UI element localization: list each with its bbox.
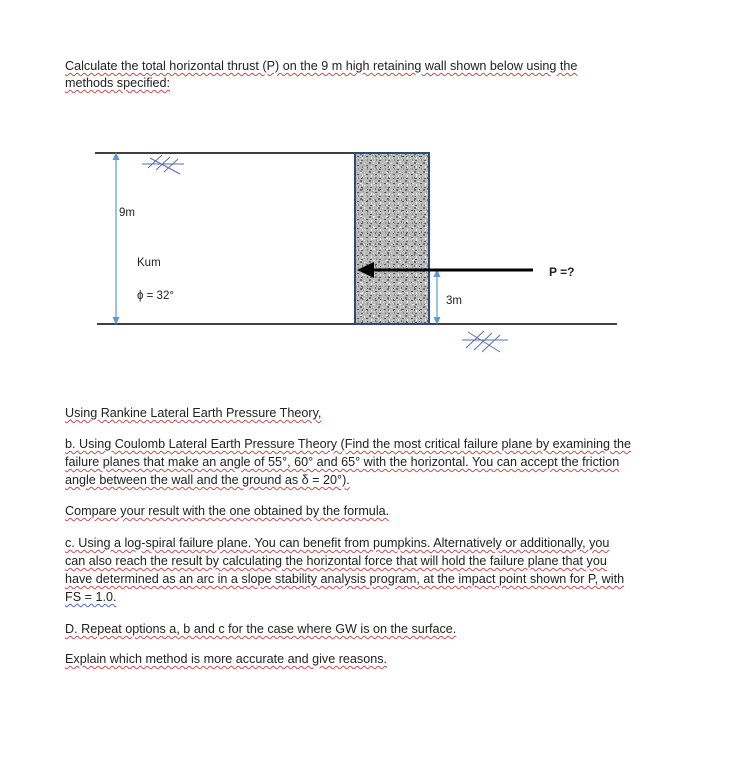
task-c-line-4: FS = 1.0. xyxy=(65,590,117,604)
task-a: Using Rankine Lateral Earth Pressure Theory, xyxy=(65,406,322,420)
force-label: P =? xyxy=(549,265,575,279)
compare-instruction: Compare your result with the one obtained by the formula. xyxy=(65,504,390,518)
question-line-2: methods specified: xyxy=(65,76,171,90)
question-line-1: Calculate the total horizontal thrust (P) on the 9 m high retaining wall shown below using the xyxy=(65,59,578,73)
impact-height-arrow xyxy=(434,269,441,325)
impact-height-label: 3m xyxy=(446,295,462,307)
height-label: 9m xyxy=(119,207,135,219)
height-dimension-arrow xyxy=(113,152,120,325)
soil-label: Kum xyxy=(137,257,161,269)
base-hatch-icon xyxy=(462,331,508,352)
surface-hatch-icon xyxy=(142,155,184,174)
task-c-line-1: c. Using a log-spiral failure plane. You can benefit from pumpkins. Alternatively or additionally, you xyxy=(65,536,610,550)
task-d: D. Repeat options a, b and c for the case where GW is on the surface. xyxy=(65,622,457,636)
task-b-line-1: b. Using Coulomb Lateral Earth Pressure Theory (Find the most critical failure plane by examining the xyxy=(65,437,632,451)
task-b-line-2: failure planes that make an angle of 55°, 60° and 65° with the horizontal. You can accept the friction xyxy=(65,455,620,469)
explain-instruction: Explain which method is more accurate and give reasons. xyxy=(65,652,388,666)
phi-label: ϕ = 32° xyxy=(137,290,174,302)
task-c-line-3: have determined as an arc in a slope stability analysis program, at the impact point shown for P, with xyxy=(65,572,625,586)
task-c-line-2: can also reach the result by calculating the horizontal force that will hold the failure plane that you xyxy=(65,554,607,568)
task-b-line-3: angle between the wall and the ground as δ = 20°). xyxy=(65,473,350,487)
